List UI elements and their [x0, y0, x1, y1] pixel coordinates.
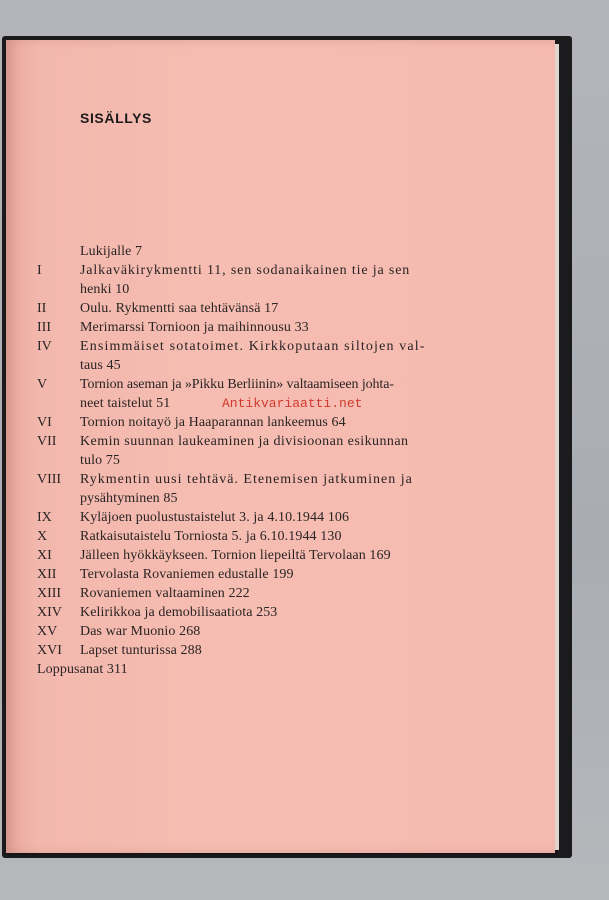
toc-chapter-number: XV: [37, 624, 58, 639]
toc-chapter-number: III: [37, 320, 51, 335]
toc-chapter-number: IX: [37, 510, 52, 525]
toc-entry: Lukijalle 7: [80, 244, 143, 259]
toc-chapter-number: I: [37, 263, 42, 278]
toc-entry: Merimarssi Tornioon ja maihinnousu 33: [80, 320, 309, 335]
toc-chapter-number: XIII: [37, 586, 62, 601]
toc-entry-continuation: taus 45: [80, 358, 121, 373]
toc-entry: Kyläjoen puolustustaistelut 3. ja 4.10.1944 106: [80, 510, 350, 525]
toc-entry: Loppusanat 311: [37, 662, 128, 677]
toc-entry-continuation: pysähtyminen 85: [80, 491, 178, 506]
toc-entry: Lapset tunturissa 288: [80, 643, 202, 658]
toc-entry: Tornion noitayö ja Haaparannan lankeemus 64: [80, 415, 346, 430]
page-edges: [555, 44, 559, 850]
watermark: Antikvariaatti.net: [222, 396, 363, 411]
toc-entry-continuation: henki 10: [80, 282, 130, 297]
toc-chapter-number: VIII: [37, 472, 62, 487]
toc-entry: Tervolasta Rovaniemen edustalle 199: [80, 567, 294, 582]
toc-entry: Jalkaväkirykmentti 11, sen sodanaikainen tie ja sen: [80, 263, 411, 278]
toc-entry: Kelirikkoa ja demobilisaatiota 253: [80, 605, 278, 620]
toc-entry: Rovaniemen valtaaminen 222: [80, 586, 250, 601]
toc-entry: Ensimmäiset sotatoimet. Kirkkoputaan siltojen val-: [80, 339, 426, 354]
toc-chapter-number: XVI: [37, 643, 62, 658]
toc-entry: Ratkaisutaistelu Torniosta 5. ja 6.10.1944 130: [80, 529, 342, 544]
toc-chapter-number: XI: [37, 548, 52, 563]
toc-entry-continuation: neet taistelut 51: [80, 396, 171, 411]
toc-chapter-number: II: [37, 301, 47, 316]
toc-chapter-number: XIV: [37, 605, 62, 620]
toc-chapter-number: VII: [37, 434, 57, 449]
toc-entry: Rykmentin uusi tehtävä. Etenemisen jatkuminen ja: [80, 472, 413, 487]
toc-entry-continuation: tulo 75: [80, 453, 120, 468]
toc-chapter-number: X: [37, 529, 48, 544]
toc-chapter-number: V: [37, 377, 48, 392]
toc-entry: Tornion aseman ja »Pikku Berliinin» valtaamiseen johta-: [80, 377, 394, 392]
toc-chapter-number: VI: [37, 415, 52, 430]
toc-entry: Kemin suunnan laukeaminen ja divisioonan esikunnan: [80, 434, 409, 449]
page-title: SISÄLLYS: [80, 110, 152, 126]
toc-entry: Jälleen hyökkäykseen. Tornion liepeiltä Tervolaan 169: [80, 548, 391, 563]
toc-entry: Oulu. Rykmentti saa tehtävänsä 17: [80, 301, 279, 316]
toc-entry: Das war Muonio 268: [80, 624, 201, 639]
toc-chapter-number: IV: [37, 339, 52, 354]
toc-chapter-number: XII: [37, 567, 57, 582]
